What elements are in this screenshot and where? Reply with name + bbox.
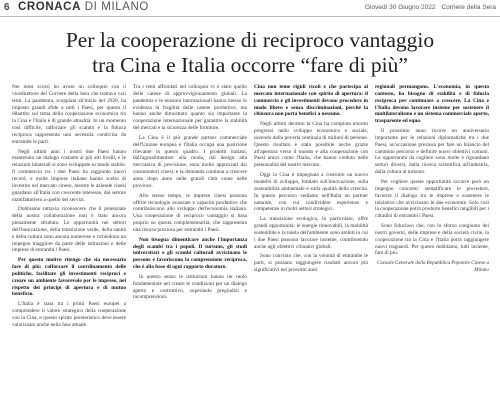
paragraph: Nei mesi scorsi ho avuto un colloquio con il vicedirettore del Corriere della Sera che trattava vari temi. La pandemia, scoppiata all'inizio del 2020, ha imposto grandi sfide a tutti i Paesi, per questo il dibattito sul tema della cooperazione economica tra la Cina e l'Italia è di grande attualità. In un momento così difficile, rafforzare gli scambi e la fiducia reciproca rappresenta una necessità condivisa da entrambe le parti.: [12, 84, 126, 145]
headline-line-2: tra Cina e Italia occorre “fare di più”: [92, 53, 408, 77]
paragraph: Sono fiducioso che, con lo sforzo congiunto dei nostri governi, delle imprese e della società civile, la cooperazione tra la Cina e l'Italia potrà raggiungere nuovi traguardi. Per questo dobbiamo, tutti insieme, fare di più.: [375, 223, 489, 257]
paragraph: L'Italia è stata tra i primi Paesi europei a comprendere il valore strategico della cooperazione con la Cina, e questo spirito pionieristico deve essere valorizzato anche nella fase attuale.: [12, 301, 126, 328]
paragraph: Sono convinto che, con la volontà di entrambe le parti, si possano raggiungere risultati ancora più significativi nei prossimi anni.: [254, 253, 368, 274]
headline-line-1: Per la cooperazione di reciproco vantaggio: [65, 28, 435, 52]
headline: [10, 28, 490, 78]
paragraph-bold: regionali permangono. L'economia, in questo contesto, ha bisogno di stabilità e di fiducia reciproca per continuare a crescere. La Cina e l'Italia devono lavorare insieme per sostenere il multilateralismo e un sistema commerciale aperto, trasparente ed equo.: [375, 84, 489, 125]
publication-name: Corriere della Sera: [441, 4, 496, 11]
article-column-4: [375, 84, 489, 397]
paragraph: In questo senso le istituzioni hanno un ruolo fondamentale nel creare le condizioni per un dialogo aperto e costruttivo, superando pregiudizi e incomprensioni.: [133, 273, 247, 301]
paragraph: Negli ultimi decenni la Cina ha compiuto enormi progressi nello sviluppo economico e sociale, uscendo dalla povertà centinaia di milioni di persone. Questo risultato è stato possibile anche grazie all'apertura verso il mondo e alla cooperazione con Paesi amici come l'Italia, che hanno creduto nelle potenzialità del nostro mercato.: [254, 121, 368, 169]
paragraph: Oggi la Cina è impegnata a costruire un nuovo modello di sviluppo, fondato sull'innovazione, sulla sostenibilità ambientale e sulla qualità della crescita. In questo percorso vediamo nell'Italia un partner naturale, con cui condividere esperienze e competenze in molti settori strategici.: [254, 172, 368, 213]
page-header: [0, 0, 500, 17]
page-number: 6: [4, 2, 10, 13]
paragraph: Dobbiamo tuttavia riconoscere che il potenziale della nostra collaborazione non è stato ancora pienamente sfruttato. Le opportunità nei settori dell'innovazione, della transizione verde, della sanità e della cultura sono ancora numerose e richiedono un impegno maggiore da parte delle istituzioni e delle imprese di entrambi i Paesi.: [12, 206, 126, 254]
section-title-rest: DI MILANO: [84, 1, 149, 13]
article-column-2: [133, 84, 247, 397]
dateline: [365, 4, 496, 11]
paragraph: Allo stesso tempo, le imprese cinesi possono offrire tecnologie avanzate e capacità produttive che contribuiscono allo sviluppo dell'economia italiana. Una cooperazione di reciproco vantaggio si basa proprio su questa complementarità, che rappresenta una risorsa preziosa per entrambi i Paesi.: [133, 192, 247, 233]
paragraph: Per cogliere queste opportunità occorre però un impegno concreto: semplificare le procedure, favorire il dialogo tra le imprese e sostenere le iniziative che avvicinano le due economie. Solo così la cooperazione potrà produrre benefici tangibili per i cittadini di entrambi i Paesi.: [375, 178, 489, 220]
article-body: [12, 84, 490, 399]
paragraph: La Cina è il più grande partner commerciale dell'Unione europea e l'Italia occupa una posizione rilevante in questo quadro. I prodotti italiani, dall'agroalimentare alla moda, dal design alla meccanica di precisione, sono molto apprezzati dai consumatori cinesi, e la domanda continua a crescere anno dopo anno nelle grandi città come nelle province.: [133, 134, 247, 189]
author-signature: Console Generale della Repubblica Popolare Cinese a Milano: [377, 260, 489, 274]
paragraph: La transizione ecologica, in particolare, offre grandi opportunità: le energie rinnovabili, la mobilità sostenibile e la tutela dell'ambiente sono ambiti in cui i due Paesi possono lavorare insieme, contribuendo anche agli obiettivi climatici globali.: [254, 216, 368, 250]
paragraph-bold: Per questo motivo ritengo che sia necessario fare di più: rafforzare il coordinamento delle politiche, facilitare gli investimenti reciproci e creare un ambiente favorevole per le imprese, nel rispetto dei principi di apertura e di mutuo beneficio.: [12, 257, 126, 298]
article-column-3: [254, 84, 368, 397]
article-column-1: [12, 84, 126, 397]
paragraph-bold: Cina non teme rigidi vicoli e che partecipa al mercato internazionale con spirito di apertura: il commercio e gli investimenti devono procedere in modo libero e senza discriminazioni, perché la chiusura non porta benefici a nessuno.: [254, 84, 368, 118]
paragraph: Tra i temi affrontati nel colloquio vi è stato quello delle catene di approvvigionamento globali. La pandemia e le tensioni internazionali hanno messo in evidenza la fragilità delle catene produttive, ma hanno anche dimostrato quanto sia importante la cooperazione internazionale per garantire la stabilità dei mercati e la sicurezza delle forniture.: [133, 84, 247, 132]
paragraph: Il prossimo anno ricorre un anniversario importante per le relazioni diplomatiche tra i due Paesi, un'occasione preziosa per fare un bilancio del cammino percorso e definire nuovi obiettivi comuni. Le opportunità da cogliere sono molte e riguardano settori diversi, dalla ricerca scientifica all'industria, dalla cultura al turismo.: [375, 128, 489, 176]
section-title-prefix: CRONACA: [18, 1, 81, 13]
paragraph: Negli ultimi anni i nostri due Paesi hanno mantenuto un dialogo costante ai più alti livelli, e le relazioni bilaterali si sono sviluppate in modo stabile. Il commercio tra i due Paesi ha raggiunto nuovi record, e molte imprese italiane hanno scelto di investire nel mercato cinese, mentre le aziende cinesi guardano all'Italia con crescente interesse, dal settore manifatturiero a quello dei servizi.: [12, 148, 126, 203]
section-title: [18, 1, 149, 13]
paragraph-bold: Non bisogna dimenticare anche l'importanza degli scambi tra i popoli. Il turismo, gli studi universitari e gli scambi culturali avvicinano le persone e favoriscono la comprensione reciproca, che è alla base di ogni rapporto duraturo.: [133, 236, 247, 271]
issue-date: Giovedì 30 Giugno 2022: [364, 4, 436, 11]
